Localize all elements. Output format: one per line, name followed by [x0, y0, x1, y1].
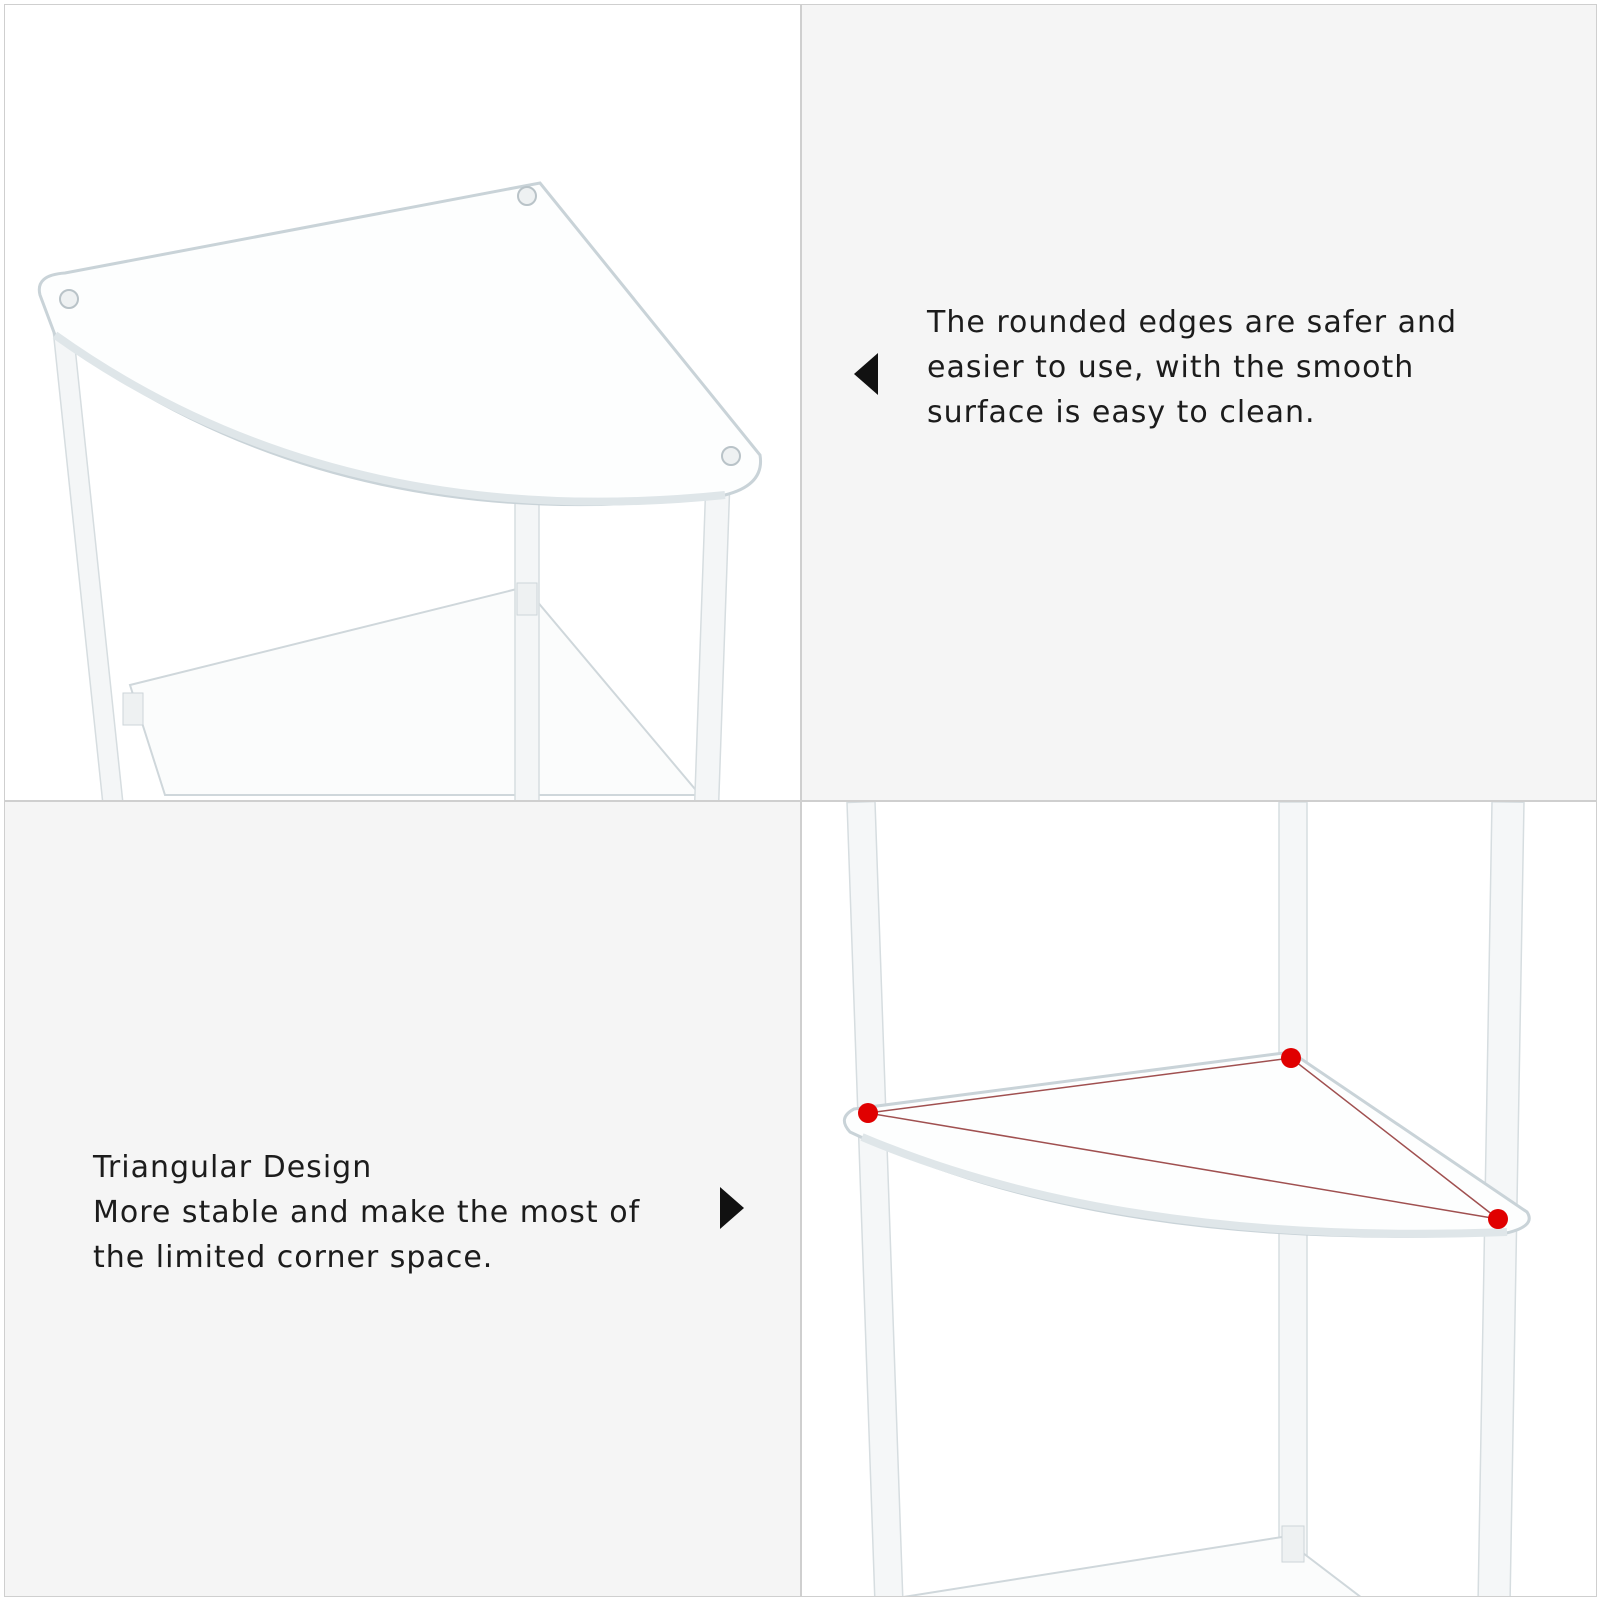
screw-cap — [518, 187, 536, 205]
caption-line: the limited corner space. — [93, 1240, 494, 1275]
shelf-connector — [123, 693, 143, 725]
triangle-vertex-marker — [1281, 1048, 1301, 1068]
shelf-connector — [517, 583, 537, 615]
top-shelf-closeup-panel — [4, 4, 801, 801]
triangle-vertex-marker — [858, 1103, 878, 1123]
middle-shelf — [844, 1052, 1529, 1236]
caption-line: The rounded edges are safer and — [927, 305, 1458, 340]
caption-line: surface is easy to clean. — [927, 395, 1316, 430]
caption-line: easier to use, with the smooth — [927, 350, 1415, 385]
triangle-left-icon — [854, 353, 878, 395]
shelf-leg-left — [847, 802, 903, 1597]
caption-line: More stable and make the most of — [93, 1195, 641, 1230]
screw-cap — [722, 447, 740, 465]
screw-cap — [60, 290, 78, 308]
caption-title: Triangular Design — [93, 1150, 373, 1185]
triangle-vertex-marker — [1488, 1209, 1508, 1229]
top-shelf — [39, 183, 760, 505]
lower-shelf — [130, 587, 700, 795]
triangle-right-icon — [720, 1187, 744, 1229]
triangular-design-caption — [93, 1145, 640, 1280]
shelf-leg-front-right — [695, 450, 731, 801]
triangular-shelf-panel — [801, 801, 1597, 1597]
shelf-connector — [1282, 1526, 1304, 1562]
rounded-edges-caption — [927, 300, 1457, 435]
top-shelf-illustration — [5, 5, 801, 801]
triangular-shelf-illustration — [802, 802, 1597, 1597]
